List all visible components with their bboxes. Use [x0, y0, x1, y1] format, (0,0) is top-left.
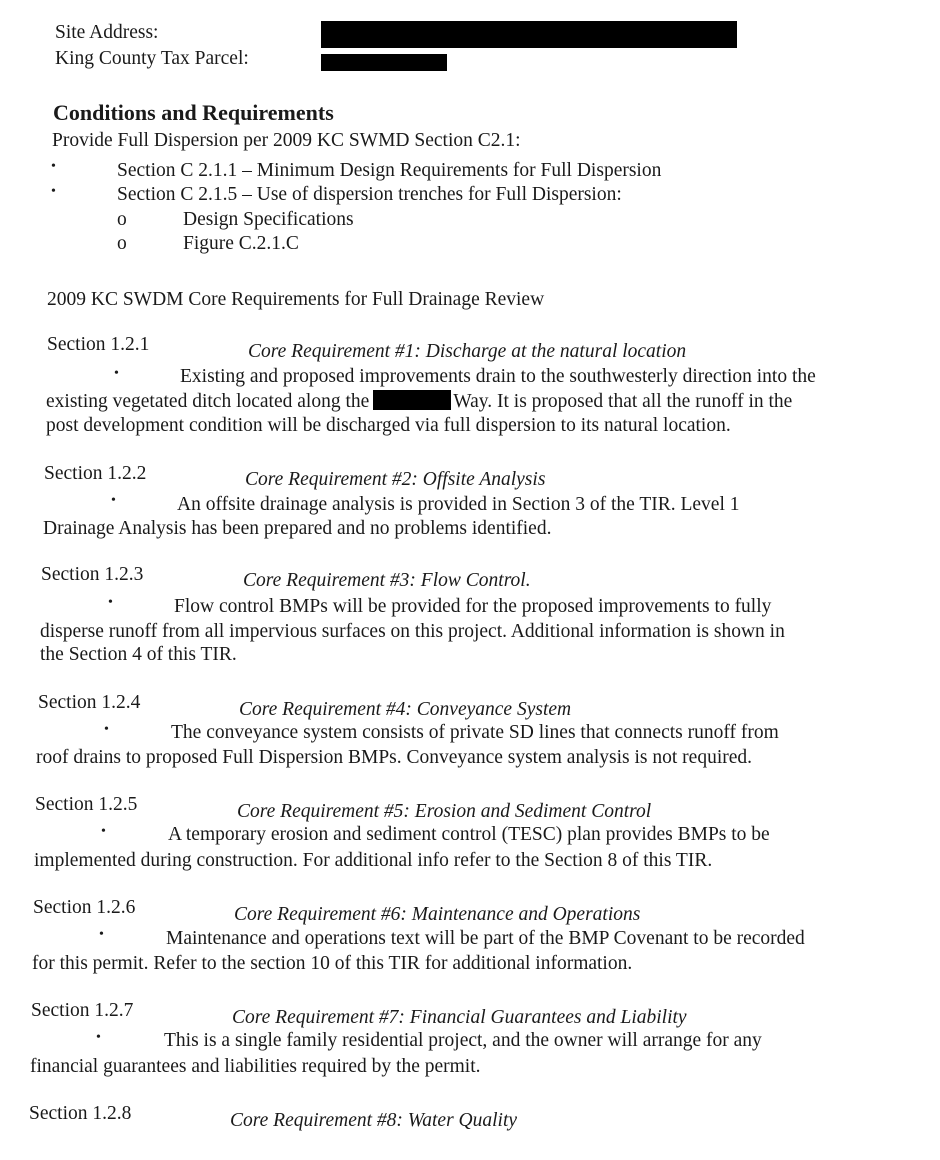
conditions-intro: Provide Full Dispersion per 2009 KC SWMD Section C2.1:: [52, 130, 521, 151]
tax-parcel-redaction: [321, 54, 447, 71]
condition-item-2: Section C 2.1.5 – Use of dispersion trenches for Full Dispersion:: [117, 184, 622, 205]
section-number: Section 1.2.3: [41, 564, 144, 585]
section-number: Section 1.2.8: [29, 1103, 132, 1124]
section-title: Core Requirement #3: Flow Control.: [243, 570, 531, 591]
section-text-fragment: Way. It is proposed that all the runoff in the: [453, 391, 793, 412]
bullet-icon: •: [111, 493, 116, 508]
conditions-heading: Conditions and Requirements: [53, 100, 334, 125]
section-text-line: Maintenance and operations text will be part of the BMP Covenant to be recorded: [166, 928, 805, 949]
bullet-icon: •: [51, 184, 56, 199]
sub-bullet-icon: o: [117, 209, 127, 230]
bullet-icon: •: [108, 595, 113, 610]
site-address-redaction: [321, 21, 737, 48]
tax-parcel-label: King County Tax Parcel:: [55, 48, 249, 69]
bullet-icon: •: [99, 927, 104, 942]
section-title: Core Requirement #6: Maintenance and Operations: [234, 904, 641, 925]
section-text-line: The conveyance system consists of private SD lines that connects runoff from: [171, 722, 779, 743]
section-number: Section 1.2.1: [47, 334, 150, 355]
condition-subitem-2: Figure C.2.1.C: [183, 233, 299, 254]
site-address-label: Site Address:: [55, 22, 159, 43]
bullet-icon: •: [96, 1030, 101, 1045]
section-title: Core Requirement #2: Offsite Analysis: [245, 469, 546, 490]
section-text-line: disperse runoff from all impervious surfaces on this project. Additional information is shown in: [40, 621, 785, 642]
section-text-line: Drainage Analysis has been prepared and no problems identified.: [43, 518, 552, 539]
section-number: Section 1.2.2: [44, 463, 147, 484]
section-text-line: the Section 4 of this TIR.: [40, 644, 237, 665]
bullet-icon: •: [114, 366, 119, 381]
section-text-line: roof drains to proposed Full Dispersion BMPs. Conveyance system analysis is not required.: [36, 747, 753, 768]
section-number: Section 1.2.5: [35, 794, 138, 815]
section-text-line: Flow control BMPs will be provided for the proposed improvements to fully: [174, 596, 772, 617]
section-number: Section 1.2.7: [31, 1000, 134, 1021]
section-text-line: Existing and proposed improvements drain to the southwesterly direction into the: [180, 366, 816, 387]
section-title: Core Requirement #1: Discharge at the natural location: [248, 341, 687, 362]
section-text-line: post development condition will be discharged via full dispersion to its natural location.: [46, 415, 731, 436]
section-text-line: implemented during construction. For additional info refer to the Section 8 of this TIR.: [34, 850, 713, 871]
section-title: Core Requirement #5: Erosion and Sediment Control: [237, 801, 652, 822]
bullet-icon: •: [51, 159, 56, 174]
section-text-line: A temporary erosion and sediment control (TESC) plan provides BMPs to be: [168, 824, 770, 845]
section-text-line: This is a single family residential project, and the owner will arrange for any: [164, 1030, 762, 1051]
section-text-line: financial guarantees and liabilities required by the permit.: [30, 1056, 481, 1077]
section-title: Core Requirement #4: Conveyance System: [239, 699, 572, 720]
section-text-line: An offsite drainage analysis is provided in Section 3 of the TIR. Level 1: [177, 494, 740, 515]
section-text-line: [46, 390, 792, 413]
section-text-fragment: existing vegetated ditch located along the: [46, 391, 370, 412]
sub-bullet-icon: o: [117, 233, 127, 254]
core-requirements-title: 2009 KC SWDM Core Requirements for Full Drainage Review: [47, 289, 545, 310]
section-number: Section 1.2.4: [38, 692, 141, 713]
section-number: Section 1.2.6: [33, 897, 136, 918]
street-name-redaction: [373, 390, 451, 410]
bullet-icon: •: [104, 722, 109, 737]
condition-item-1: Section C 2.1.1 – Minimum Design Requirements for Full Dispersion: [117, 160, 662, 181]
condition-subitem-1: Design Specifications: [183, 209, 354, 230]
section-title: Core Requirement #8: Water Quality: [230, 1110, 518, 1131]
bullet-icon: •: [101, 824, 106, 839]
section-title: Core Requirement #7: Financial Guarantees and Liability: [232, 1007, 687, 1028]
section-text-line: for this permit. Refer to the section 10 of this TIR for additional information.: [32, 953, 633, 974]
